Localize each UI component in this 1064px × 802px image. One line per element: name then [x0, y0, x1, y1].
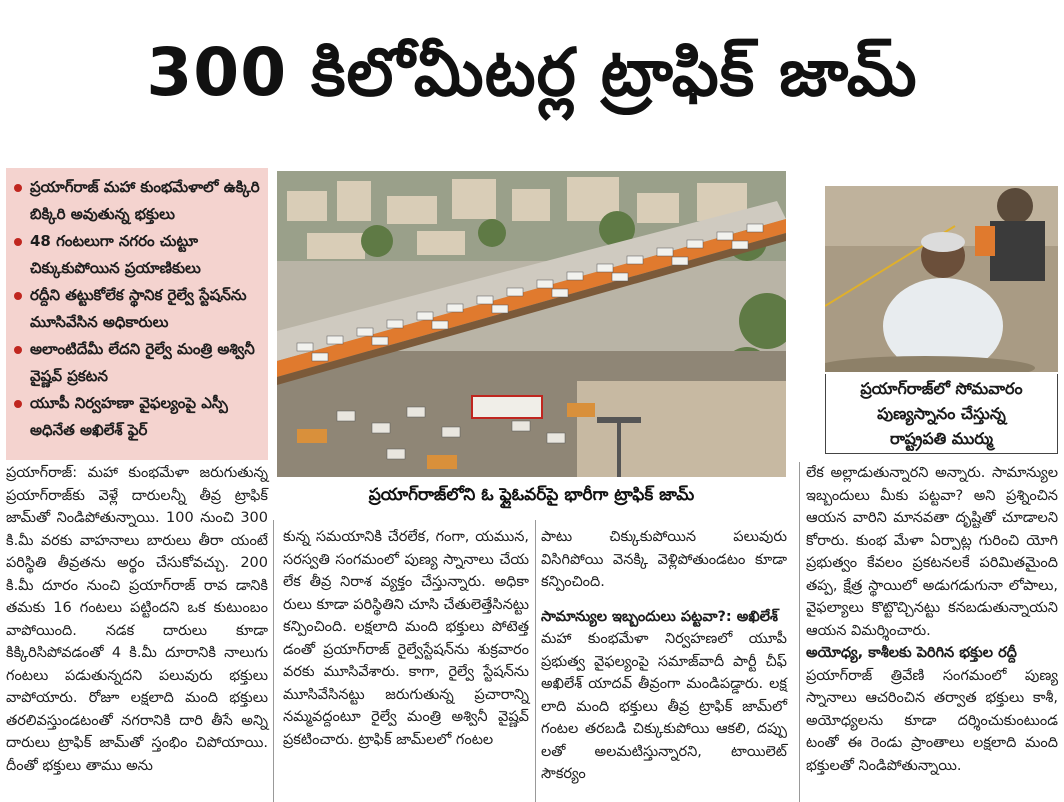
highlight-text: యూపీ నిర్వహణా వైఫల్యంపై ఎస్పీ అధినేత అఖిలేశ్ ఫైర్ — [30, 394, 228, 439]
side-caption-line: పుణ్యస్నానం చేస్తున్న — [877, 404, 1006, 423]
article-paragraph: ప్రయాగ్‌రాజ్ త్రివేణి సంగమంలో పుణ్య స్నానాలు ఆచరించిన తర్వాత భక్తులు కాశీ, అయోధ్యలను కూడా దర్శించుకుంటుండ టంతో ఈ రెండు ప్రాంతాలు లక్షలాది మంది భక్తులతో నిండిపోతున్నాయి. — [806, 667, 1058, 774]
article-column-1 — [6, 462, 268, 777]
highlights-box — [6, 168, 268, 460]
main-photo-caption: ప్రయాగ్‌రాజ్‌లోని ఓ ఫ్లైఓవర్‌పై భారీగా ట్రాఫిక్ జామ్ — [368, 485, 695, 505]
highlight-item — [14, 390, 262, 444]
bullet-dot-icon — [14, 238, 22, 246]
bullet-dot-icon — [14, 400, 22, 408]
article-subheading: అయోధ్య, కాశీలకు పెరిగిన భక్తుల రద్దీ — [806, 645, 1017, 661]
side-caption-line: ప్రయాగ్‌రాజ్‌లో సోమవారం — [860, 379, 1023, 398]
article-paragraph: పాటు చిక్కుకుపోయిన పలువురు విసిగిపోయి వెనక్కి వెళ్లిపోతుండటం కూడా కన్పించింది. — [541, 529, 787, 590]
highlight-item — [14, 336, 262, 390]
flyover-traffic-photo — [277, 171, 786, 477]
column-divider — [273, 520, 274, 802]
article-paragraph: కున్న సమయానికి చేరలేక, గంగా, యమున, సరస్వతి సంగమంలో పుణ్య స్నానాలు చేయ లేక తీవ్ర నిరాశ వ్యక్తం చేస్తున్నారు. అధికా రులు కూడా పరిస్థితిని చూసి చేతులెత్తేసినట్టు కన్పించింది. లక్షలాది మంది భక్తులు పోటెత్త డంతో ప్రయాగ్‌రాజ్ రైల్వేస్టేషన్‌ను శుక్రవారం వరకు మూసివేశారు. కాగా, రైల్వే స్టేషన్‌ను మూసివేసినట్టు జరుగుతున్న ప్రచారాన్ని నమ్మవద్దంటూ రైల్వే మంత్రి అశ్వినీ వైష్ణవ్ ప్రకటించారు. ట్రాఫిక్ జామ్‌లలో గంటల — [283, 529, 529, 748]
highlight-text: అలాంటిదేమీ లేదని రైల్వే మంత్రి అశ్వినీ వైష్ణవ్ ప్రకటన — [30, 340, 255, 385]
bullet-dot-icon — [14, 184, 22, 192]
highlight-text: 48 గంటలుగా నగరం చుట్టూ చిక్కుకుపోయిన ప్రయాణికులు — [30, 232, 201, 277]
side-caption-line: రాష్ట్రపతి ముర్ము — [889, 429, 994, 448]
column-divider — [799, 462, 800, 802]
highlight-item — [14, 228, 262, 282]
highlight-item — [14, 282, 262, 336]
article-column-3 — [541, 526, 787, 786]
article-paragraph: ప్రయాగ్‌రాజ్: మహా కుంభమేళా జరుగుతున్న ప్రయాగ్‌రాజ్‌కు వెళ్లే దారులన్నీ తీవ్ర ట్రాఫిక్ జామ్‌తో నిండిపోతున్నాయి. 100 నుంచి 300 కి.మీ వరకు వాహనాలు బారులు తీరా యంటే పరిస్థితి తీవ్రతను అర్థం చేసుకోవచ్చు. 200 కి.మీ దూరం నుంచి ప్రయాగ్‌రాజ్ రావ డానికి తమకు 16 గంటలు పట్టిందని ఒక కుటుంబం వాపోయింది. నడక దారులు కూడా కిక్కిరిసిపోవడంతో 4 కి.మీ దూరానికి నాలుగు గంటలు పడుతున్నదని పలువురు భక్తులు వాపోయారు. రోజూ లక్షలాది మంది భక్తులు తరలివస్తుండటంతో నగరానికి దారి తీసే అన్ని దారులు ట్రాఫిక్ జామ్‌తో స్తంభిం చిపోయాయి. దీంతో భక్తులు తాము అను — [6, 465, 268, 774]
highlight-text: రద్దీని తట్టుకోలేక స్థానిక రైల్వే స్టేషన్‌ను మూసివేసిన అధికారులు — [30, 286, 247, 331]
article-subheading: సామాన్యుల ఇబ్బందులు పట్టవా?: అఖిలేశ్ — [541, 608, 779, 625]
bullet-dot-icon — [14, 346, 22, 354]
article-paragraph: లేక అల్లాడుతున్నారని అన్నారు. సామాన్యుల ఇబ్బందులు మీకు పట్టవా? అని ప్రశ్నించిన ఆయన వారిని మానవతా దృష్టితో చూడాలని కోరారు. కుంభ మేళా ఏర్పాట్ల గురించి యోగి ప్రభుత్వం కేవలం ప్రకటనలకే పరిమితమైంది తప్ప, క్షేత్ర స్థాయిలో అడుగడుగునా లోపాలు, వైఫల్యాలు కొట్టొచ్చినట్టు కనబడుతున్నాయని ఆయన విమర్శించారు. — [806, 465, 1058, 639]
column-divider — [535, 520, 536, 802]
bullet-dot-icon — [14, 292, 22, 300]
side-photo-caption — [825, 374, 1058, 454]
highlight-item — [14, 174, 262, 228]
article-column-4 — [806, 462, 1058, 777]
article-column-2 — [283, 526, 529, 751]
article-paragraph: మహా కుంభమేళా నిర్వహణలో యూపీ ప్రభుత్వ వైఫల్యంపై సమాజ్‌వాదీ పార్టీ చీఫ్ అఖిలేశ్ యాదవ్ తీవ్రంగా మండిపడ్డారు. లక్ష లాది మంది భక్తులు తీవ్ర ట్రాఫిక్ జామ్‌లో గంటల తరబడి చిక్కుకుపోయి ఆకలి, దప్పు లతో అలమటిస్తున్నారని, టాయిలెట్ సౌకర్యం — [541, 631, 787, 782]
headline: 300 కిలోమీటర్ల ట్రాఫిక్ జామ్ — [146, 33, 918, 111]
president-bath-photo — [825, 186, 1058, 372]
highlight-text: ప్రయాగ్‌రాజ్ మహా కుంభమేళాలో ఉక్కిరి బిక్కిరి అవుతున్న భక్తులు — [30, 178, 260, 223]
